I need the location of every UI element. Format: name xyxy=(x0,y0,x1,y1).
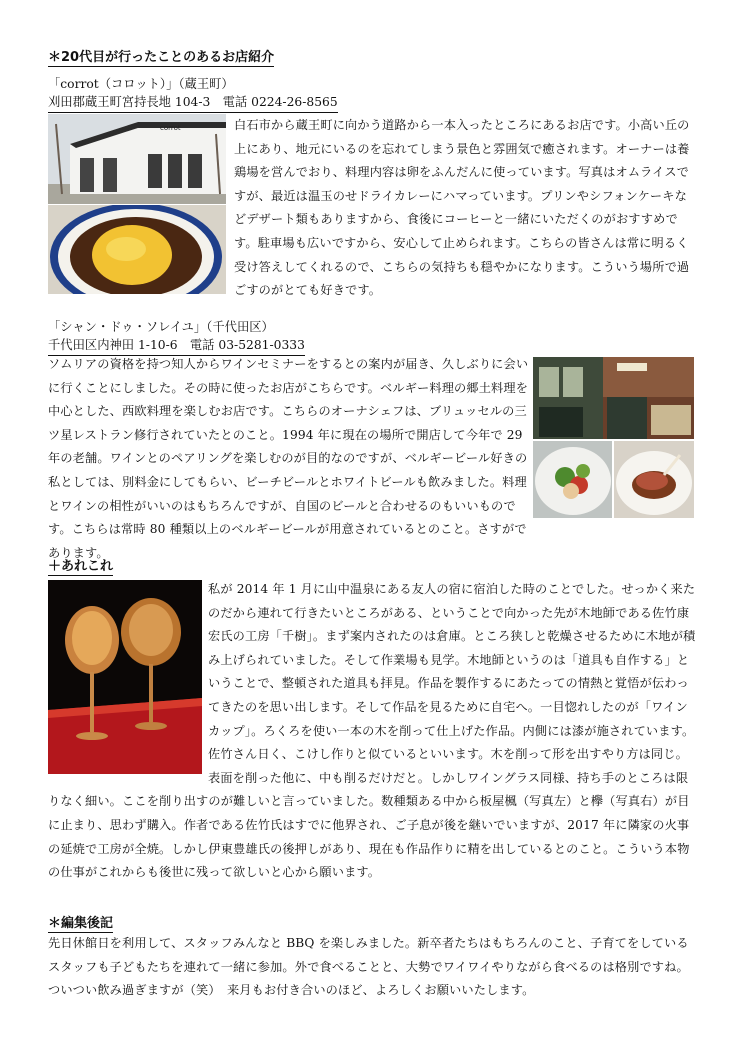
lamb-dish-image xyxy=(614,441,694,518)
miscellany-text: 私が 2014 年 1 月に山中温泉にある友人の宿に宿泊した時のことでした。せっかく来たのだから連れて行きたいところがある、ということで向かった先が木地師である佐竹康宏氏の工房「千樹」。まず案内されたのは倉庫。ところ狭しと乾燥させるために木地が積み上げられていました。そして作業場も見学。木地師というのは「道具も自作する」ということで、整頓された道具も拝見。作品を製作するにあたっての情熱と覚悟が伝わってきたのを思い出します。そして作品を見るために自宅へ。一目惚れしたのが「ワインカップ」。ろくろを使い一本の木を削って仕上げた作品。内側には漆が施されています。佐竹さん日く、こけし作りと似ているといいます。木を削って形を出すやり方は同じ。表面を削った他に、中も削るだけだと。しかしワイングラス同様、持ち手のところは限りなく細い。ここを削り出すのが難しいと言っていました。数種類ある中から板屋楓（写真左）と欅（写真右）が目に止まり、思わず購入。作者である佐竹氏はすでに他界され、ご子息が後を継いでいますが、2017 年に隣家の火事の延焼で工房が全焼。しかし伊東豊雄氏の後押しがあり、現在も作品作りに精を出しているとのこと。こういう本物の仕事がこれからも後世に残って欲しいと心から願います。 xyxy=(48,582,696,880)
section-heading-editors-note: ＊編集後記 xyxy=(48,912,113,933)
storefront-image xyxy=(533,357,694,439)
shop-sign: corrot xyxy=(160,124,181,132)
building-image xyxy=(48,114,226,204)
salad-image xyxy=(533,441,612,518)
section-heading-shop-intro: ＊20代目が行ったことのあるお店紹介 xyxy=(48,46,274,67)
restaurant-exterior-photo xyxy=(533,357,694,439)
shop2-address: 千代田区内神田 1-10-6 電話 03-5281-0333 xyxy=(48,336,305,356)
salad-photo xyxy=(533,441,612,518)
miscellany-text-block xyxy=(48,578,700,885)
section-heading-miscellany: ＋あれこれ xyxy=(48,555,113,576)
wine-cups-photo-spacer xyxy=(48,578,208,790)
omelet-rice-image xyxy=(48,205,226,294)
shop1-description: 白石市から蔵王町に向かう道路から一本入ったところにあるお店です。小高い丘の上にあり、地元にいるのを忘れてしまう景色と雰囲気で癒されます。オーナーは養鶏場を営んでおり、料理内容は卵をふんだんに使っています。写真はオムライスですが、最近は温玉のせドライカレーにハマっています。プリンやシフォンケーキなどデザート類もありますから、食後にコーヒーと一緒にいただくのがおすすめです。駐車場も広いですから、安心して止められます。こちらの皆さんは常に明るく受け答えしてくれるので、こちらの気持ちも穏やかになります。こういう場所で過ごすのがとても好きです。 xyxy=(234,118,690,298)
editors-note-text: 先日休館日を利用して、スタッフみんなと BBQ を楽しみました。新卒者たちはもちろんのこと、子育てをしているスタッフも子どもたちを連れて一緒に参加。外で食べることと、大勢でワイワイやりながら食べるのは格別ですね。ついつい飲み過ぎますが（笑） 来月もお付き合いのほど、よろしくお願いいたします。 xyxy=(48,936,689,998)
shop2-name: 「シャン・ドゥ・ソレイユ」（千代田区） xyxy=(48,320,274,334)
shop1-name: 「corrot（コロット）」（蔵王町） xyxy=(48,77,234,91)
omelet-rice-photo xyxy=(48,205,226,294)
corrot-building-photo xyxy=(48,114,226,204)
shop2-description: ソムリアの資格を持つ知人からワインセミナーをするとの案内が届き、久しぶりに会いに行くことにしました。その時に使ったお店がこちらです。ベルギー料理の郷土料理を中心とした、西欧料理を楽しむお店です。こちらのオーナシェフは、ブリュッセルの三ツ星レストラン修行されていたとのこと。1994 年に現在の場所で開店して今年で 29 年の老舗。ワインとのペアリングを楽しむのが目的なのですが、ベルギービール好きの私としては、別料金にしてもらい、ビーチビールとホワイトビールも飲みました。料理とワインの相性がいいのはもちろんですが、自国のビールと合わせるのもいいものです。こちらは常時 80 種類以上のベルギービールが用意されているとのこと。さすがであります。 xyxy=(48,357,529,560)
lamb-dish-photo xyxy=(614,441,694,518)
shop1-address: 刈田郡蔵王町宮持長地 104-3 電話 0224-26-8565 xyxy=(48,93,338,113)
